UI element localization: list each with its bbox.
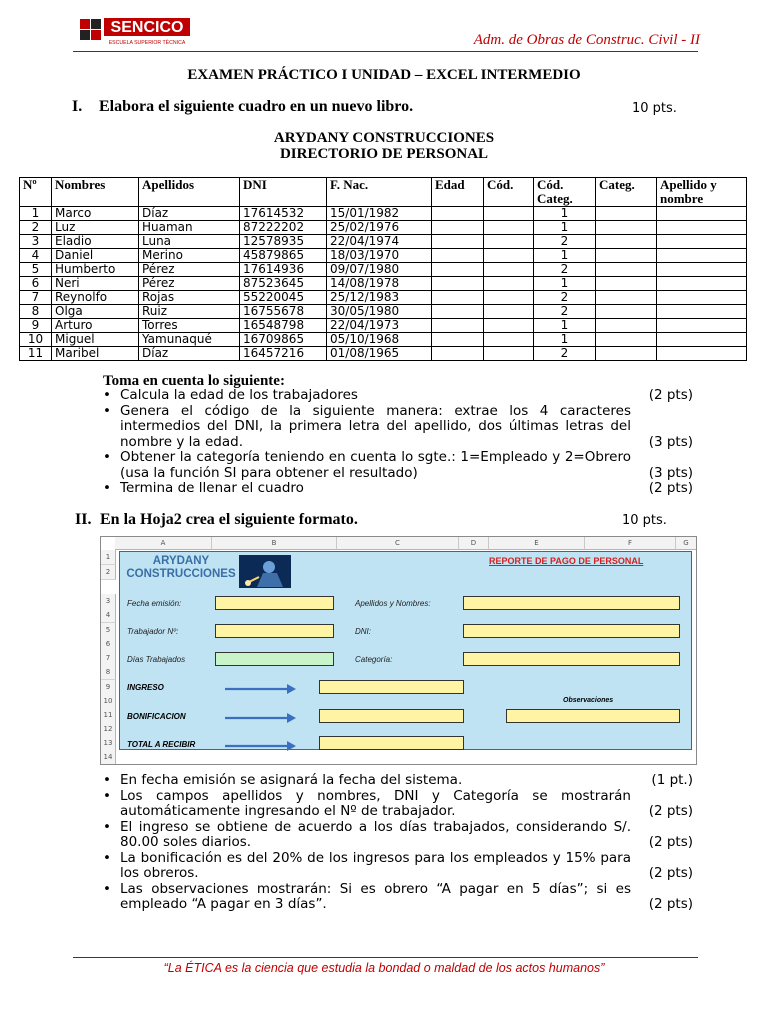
bullet-icon: •: [103, 387, 111, 403]
table-cell: 09/07/1980: [327, 263, 432, 277]
fecha-label: Fecha emisión:: [127, 599, 182, 608]
table-cell: 18/03/1970: [327, 249, 432, 263]
table-cell: [657, 319, 747, 333]
table-cell: [484, 249, 534, 263]
table-cell: 01/08/1965: [327, 347, 432, 361]
table-cell: 16755678: [240, 305, 327, 319]
header-divider: [73, 51, 698, 52]
table-cell: 2: [534, 347, 596, 361]
bullet-icon: •: [103, 849, 111, 866]
list-item: • En fecha emisión se asignará la fecha del sistema. (1 pt.): [103, 772, 693, 788]
table-cell: 14/08/1978: [327, 277, 432, 291]
table-cell: [484, 263, 534, 277]
row-header: 14: [101, 750, 116, 764]
table-cell: 16709865: [240, 333, 327, 347]
table-cell: [596, 305, 657, 319]
table-cell: Rojas: [139, 291, 240, 305]
table-cell: 16548798: [240, 319, 327, 333]
table-cell: [432, 263, 484, 277]
brand-title: ARYDANY CONSTRUCCIONES: [126, 555, 236, 580]
table-cell: [657, 291, 747, 305]
table-cell: [432, 221, 484, 235]
welder-icon: [239, 555, 291, 588]
table-cell: [596, 263, 657, 277]
table-cell: 55220045: [240, 291, 327, 305]
table-row: [20, 333, 747, 347]
header-cell: Apellido y nombre: [657, 178, 747, 207]
table-cell: Eladio: [52, 235, 139, 249]
notes-title: Toma en cuenta lo siguiente:: [103, 373, 285, 389]
column-header: C: [337, 537, 459, 550]
section2-text: En la Hoja2 crea el siguiente formato.: [100, 511, 358, 528]
table-cell: 22/04/1974: [327, 235, 432, 249]
row-header: 12: [101, 722, 116, 737]
row-header: 13: [101, 736, 116, 751]
total-field[interactable]: [319, 736, 464, 750]
observaciones-field[interactable]: [506, 709, 680, 723]
bullet-icon: •: [103, 480, 111, 496]
header-cell: Apellidos: [139, 178, 240, 207]
arrow-right-icon: [225, 737, 297, 756]
trabajador-label: Trabajador Nº:: [127, 627, 179, 636]
table-cell: 15/01/1982: [327, 207, 432, 221]
categoria-label: Categoría:: [355, 655, 393, 664]
table-cell: [657, 263, 747, 277]
report-title: REPORTE DE PAGO DE PERSONAL: [489, 556, 644, 566]
header-cell: Nombres: [52, 178, 139, 207]
table-cell: [596, 277, 657, 291]
table-cell: [657, 305, 747, 319]
task-list-1: [98, 388, 693, 497]
table-cell: Arturo: [52, 319, 139, 333]
table-cell: Luz: [52, 221, 139, 235]
exam-title: EXAMEN PRÁCTICO I UNIDAD – EXCEL INTERMEDIO: [187, 67, 581, 83]
table-cell: Reynolfo: [52, 291, 139, 305]
column-header: B: [212, 537, 337, 550]
svg-text:ESCUELA SUPERIOR TÉCNICA: ESCUELA SUPERIOR TÉCNICA: [108, 40, 186, 46]
directory-title: DIRECTORIO DE PERSONAL: [279, 146, 489, 162]
dias-field[interactable]: [215, 652, 334, 666]
bonificacion-field[interactable]: [319, 709, 464, 723]
table-cell: Miguel: [52, 333, 139, 347]
list-item: • Calcula la edad de los trabajadores (2 pts): [103, 387, 693, 403]
table-cell: Maribel: [52, 347, 139, 361]
column-header: A: [115, 537, 212, 550]
logo-graphic: [80, 17, 192, 47]
row-header: 6: [101, 637, 116, 652]
table-cell: 1: [534, 207, 596, 221]
excel-sheet: [100, 536, 697, 765]
bullet-icon: •: [103, 772, 111, 788]
table-cell: 25/12/1983: [327, 291, 432, 305]
footer-divider: [73, 957, 698, 958]
row-header: 3: [101, 594, 116, 609]
list-item: • Las observaciones mostrarán: Si es obrero “A pagar en 5 días”; si es empleado “A pagar en 3 días”. (2 pts): [103, 880, 693, 912]
table-cell: 7: [20, 291, 52, 305]
table-cell: Humberto: [52, 263, 139, 277]
table-cell: [484, 277, 534, 291]
table-cell: Torres: [139, 319, 240, 333]
header-cell: DNI: [240, 178, 327, 207]
header-cell: Edad: [432, 178, 484, 207]
table-cell: 1: [20, 207, 52, 221]
table-cell: 12578935: [240, 235, 327, 249]
section2-points: 10 pts.: [622, 513, 667, 528]
table-cell: [657, 207, 747, 221]
table-cell: 2: [20, 221, 52, 235]
section1-points: 10 pts.: [632, 101, 677, 116]
table-cell: 87523645: [240, 277, 327, 291]
table-cell: 4: [20, 249, 52, 263]
section1-text: Elabora el siguiente cuadro en un nuevo libro.: [99, 98, 414, 115]
table-cell: 2: [534, 305, 596, 319]
svg-text:SENCICO: SENCICO: [110, 19, 184, 36]
table-cell: 45879865: [240, 249, 327, 263]
section1-number: I.: [72, 98, 83, 115]
table-row: [20, 319, 747, 333]
table-cell: Díaz: [139, 207, 240, 221]
table-row: [20, 207, 747, 221]
row-header: 8: [101, 665, 116, 680]
categoria-field[interactable]: [463, 652, 680, 666]
table-cell: [432, 207, 484, 221]
table-cell: Olga: [52, 305, 139, 319]
table-cell: [596, 333, 657, 347]
table-cell: 22/04/1973: [327, 319, 432, 333]
sencico-logo: [80, 17, 192, 47]
bullet-icon: •: [103, 787, 111, 804]
table-cell: 1: [534, 277, 596, 291]
table-cell: 11: [20, 347, 52, 361]
table-cell: 1: [534, 221, 596, 235]
table-cell: [596, 347, 657, 361]
column-header: D: [459, 537, 489, 550]
table-cell: Huaman: [139, 221, 240, 235]
table-cell: [657, 277, 747, 291]
table-cell: [432, 249, 484, 263]
task-list-2: [98, 773, 693, 913]
total-label: TOTAL A RECIBIR: [127, 740, 196, 749]
header-cell: Cód. Categ.: [534, 178, 596, 207]
table-cell: [432, 235, 484, 249]
table-cell: Pérez: [139, 263, 240, 277]
ingreso-label: INGRESO: [127, 683, 164, 692]
row-header: 1: [101, 550, 116, 565]
apellidos-field[interactable]: [463, 596, 680, 610]
payment-report-form: [119, 551, 692, 750]
table-cell: [432, 305, 484, 319]
bullet-icon: •: [103, 880, 111, 897]
table-cell: 2: [534, 291, 596, 305]
table-row: [20, 305, 747, 319]
table-cell: 1: [534, 319, 596, 333]
table-cell: Pérez: [139, 277, 240, 291]
table-cell: [484, 319, 534, 333]
table-row: [20, 347, 747, 361]
dni-field[interactable]: [463, 624, 680, 638]
table-cell: [596, 207, 657, 221]
observaciones-label: Observaciones: [563, 697, 614, 704]
row-header: 5: [101, 623, 116, 638]
table-cell: 17614936: [240, 263, 327, 277]
bullet-icon: •: [103, 818, 111, 835]
list-item: • El ingreso se obtiene de acuerdo a los días trabajados, considerando S/. 80.00 soles diarios. (2 pts): [103, 818, 693, 850]
row-header: 9: [101, 680, 116, 695]
list-item: • Genera el código de la siguiente manera: extrae los 4 caracteres intermedios del DNI, la primera letra del apellido, dos últimas letras del nombre y la edad. (3 pts): [103, 402, 693, 450]
worker-image: [239, 555, 291, 588]
row-header: 4: [101, 608, 116, 623]
table-cell: Yamunaqué: [139, 333, 240, 347]
company-title: ARYDANY CONSTRUCCIONES: [273, 130, 495, 146]
table-cell: 05/10/1968: [327, 333, 432, 347]
table-cell: [484, 347, 534, 361]
table-cell: Díaz: [139, 347, 240, 361]
table-cell: [596, 221, 657, 235]
header-cell: F. Nac.: [327, 178, 432, 207]
table-cell: 8: [20, 305, 52, 319]
table-cell: [484, 305, 534, 319]
table-cell: Daniel: [52, 249, 139, 263]
table-cell: 17614532: [240, 207, 327, 221]
table-cell: [432, 319, 484, 333]
table-cell: 30/05/1980: [327, 305, 432, 319]
table-cell: [657, 235, 747, 249]
table-cell: Marco: [52, 207, 139, 221]
table-cell: [657, 333, 747, 347]
table-row: [20, 221, 747, 235]
header-cell: Nº: [20, 178, 52, 207]
table-cell: 2: [534, 263, 596, 277]
table-cell: [484, 207, 534, 221]
table-header-row: [20, 178, 747, 207]
table-cell: [484, 291, 534, 305]
table-cell: 6: [20, 277, 52, 291]
table-cell: Merino: [139, 249, 240, 263]
row-header: 2: [101, 565, 116, 580]
header-cell: Cód.: [484, 178, 534, 207]
table-cell: 3: [20, 235, 52, 249]
dni-label: DNI:: [355, 627, 371, 636]
column-header: G: [676, 537, 696, 550]
table-cell: [657, 221, 747, 235]
list-item: • La bonificación es del 20% de los ingresos para los empleados y 15% para los obreros. (2 pts): [103, 849, 693, 881]
table-cell: 9: [20, 319, 52, 333]
column-header: E: [489, 537, 585, 550]
personnel-table: [19, 177, 747, 361]
course-name: Adm. de Obras de Construc. Civil - II: [473, 32, 700, 48]
row-header: 7: [101, 651, 116, 666]
apellidos-label: Apellidos y Nombres:: [355, 599, 431, 608]
list-item: • Los campos apellidos y nombres, DNI y Categoría se mostrarán automáticamente ingresando el Nº de trabajador. (2 pts): [103, 787, 693, 819]
trabajador-field[interactable]: [215, 624, 334, 638]
table-cell: 87222202: [240, 221, 327, 235]
table-cell: 1: [534, 333, 596, 347]
list-item: • Obtener la categoría teniendo en cuenta lo sgte.: 1=Empleado y 2=Obrero (usa la función SI para obtener el resultado) (3 pts): [103, 449, 693, 481]
bonificacion-label: BONIFICACION: [127, 712, 186, 721]
bullet-icon: •: [103, 402, 111, 419]
ingreso-field[interactable]: [319, 680, 464, 694]
table-cell: [432, 277, 484, 291]
bullet-icon: •: [103, 449, 111, 465]
header-cell: Categ.: [596, 178, 657, 207]
table-row: [20, 291, 747, 305]
table-cell: Neri: [52, 277, 139, 291]
table-row: [20, 263, 747, 277]
dias-label: Días Trabajados: [127, 655, 186, 664]
table-row: [20, 235, 747, 249]
table-cell: [596, 235, 657, 249]
table-cell: 16457216: [240, 347, 327, 361]
table-cell: [432, 291, 484, 305]
table-cell: [484, 221, 534, 235]
fecha-field[interactable]: [215, 596, 334, 610]
table-cell: 5: [20, 263, 52, 277]
arrow-right-icon: [225, 680, 297, 699]
table-cell: [596, 249, 657, 263]
row-header: 11: [101, 708, 116, 723]
row-header: 10: [101, 694, 116, 709]
table-cell: Luna: [139, 235, 240, 249]
table-cell: Ruiz: [139, 305, 240, 319]
section2-number: II.: [75, 511, 92, 528]
table-cell: [432, 347, 484, 361]
table-cell: [657, 249, 747, 263]
column-header: F: [585, 537, 676, 550]
arrow-right-icon: [225, 709, 297, 728]
table-row: [20, 277, 747, 291]
list-item: • Termina de llenar el cuadro (2 pts): [103, 480, 693, 496]
footer-quote: “La ÉTICA es la ciencia que estudia la bondad o maldad de los actos humanos”: [163, 961, 605, 975]
table-cell: [596, 291, 657, 305]
table-cell: 10: [20, 333, 52, 347]
table-cell: 25/02/1976: [327, 221, 432, 235]
table-cell: [484, 235, 534, 249]
table-cell: 1: [534, 249, 596, 263]
table-cell: [432, 333, 484, 347]
table-cell: [484, 333, 534, 347]
table-cell: [657, 347, 747, 361]
table-row: [20, 249, 747, 263]
table-cell: [596, 319, 657, 333]
table-cell: 2: [534, 235, 596, 249]
